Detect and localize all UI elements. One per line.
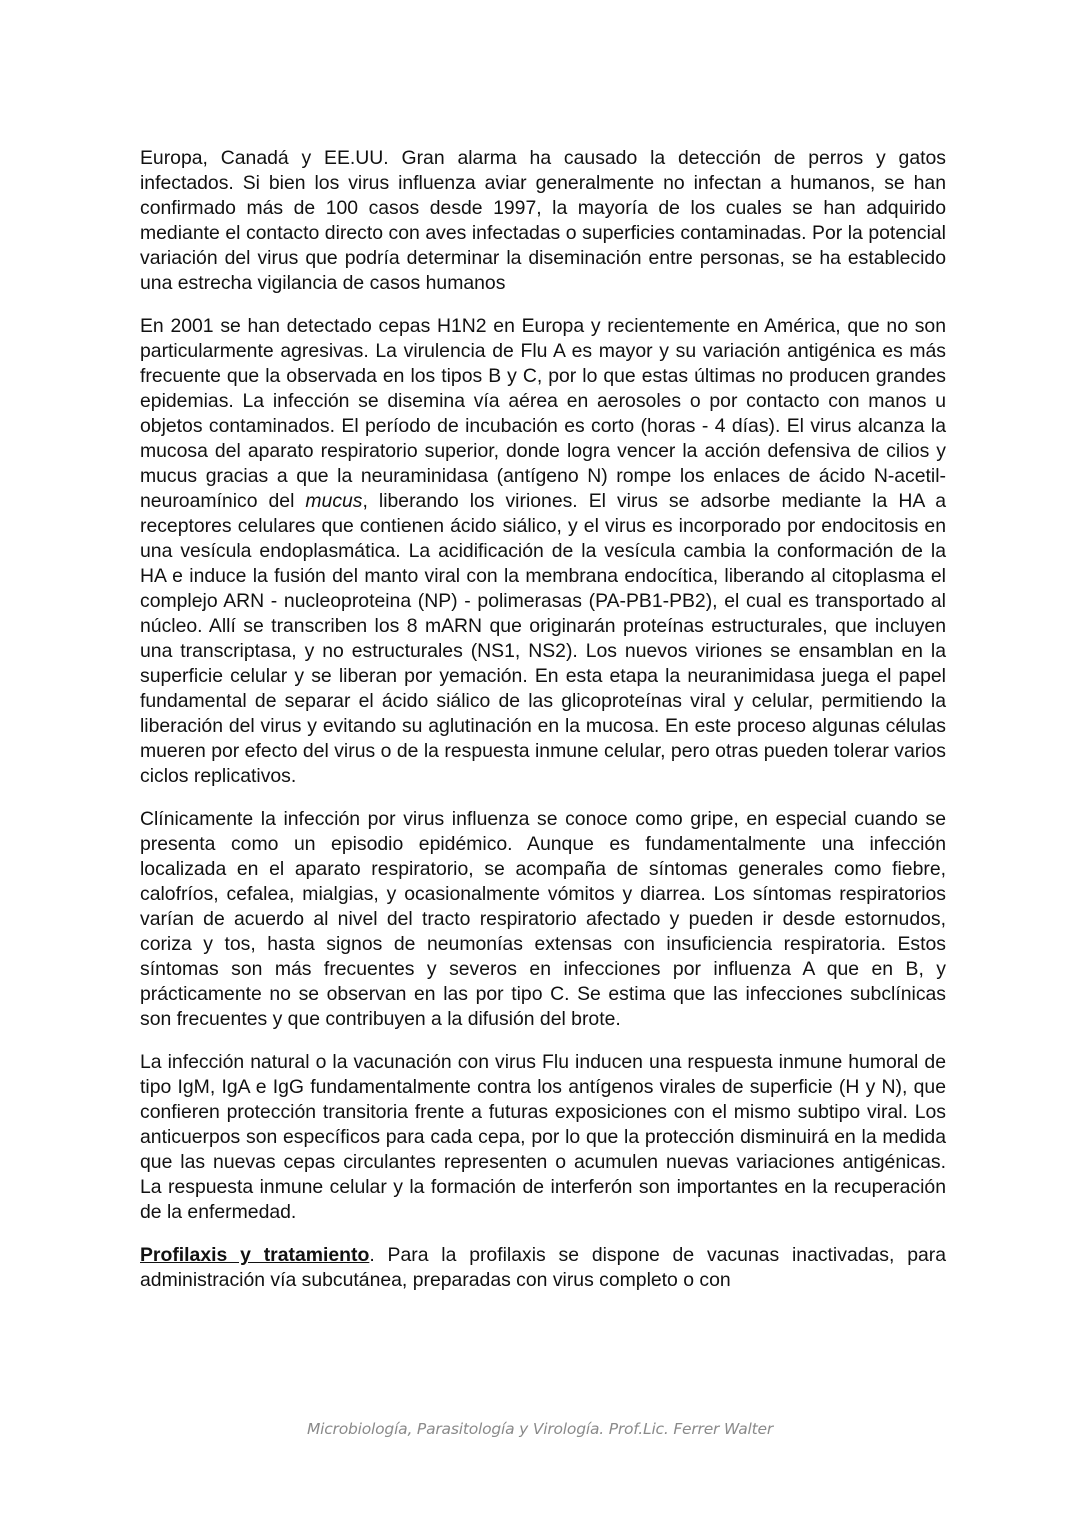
paragraph-text: . Para la profilaxis se dispone de vacunas inactivadas, para administración vía subcutánea, preparadas con virus completo o con (140, 1244, 946, 1291)
paragraph-clinical (140, 807, 946, 1032)
italic-term: mucus (305, 490, 363, 512)
paragraph-text: La infección natural o la vacunación con virus Flu inducen una respuesta inmune humoral de tipo IgM, IgA e IgG fundamentalmente contra los antígenos virales de superficie (H y N), que confieren protección transitoria frente a futuras exposiciones con el mismo subtipo viral. Los anticuerpos son específicos para cada cepa, por lo que la protección disminuirá en la medida que las nuevas cepas circulantes representen o acumulen nuevas variaciones antigénicas. La respuesta inmune celular y la formación de interferón son importantes en la recuperación de la enfermedad. (140, 1051, 946, 1223)
paragraph-text: , liberando los viriones. El virus se adsorbe mediante la HA a receptores celulares que contienen ácido siálico, y el virus es incorporado por endocitosis en una vesícula endoplasmática. La acidificación de la vesícula cambia la conformación de la HA e induce la fusión del manto viral con la membrana endocítica, liberando al citoplasma el complejo ARN - nucleoproteina (NP) - polimerasas (PA-PB1-PB2), el cual es transportado al núcleo. Allí se transcriben los 8 mARN que originarán proteínas estructurales, que incluyen una transcriptasa, y no estructurales (NS1, NS2). Los nuevos viriones se ensamblan en la superficie celular y se liberan por yemación. En esta etapa la neuranimidasa juega el papel fundamental de separar el ácido siálico de las glicoproteínas viral y celular, permitiendo la liberación del virus y evitando su aglutinación en la mucosa. En este proceso algunas células mueren por efecto del virus o de la respuesta inmune celular, pero otras pueden tolerar varios ciclos replicativos. (140, 490, 947, 787)
paragraph-avian-influenza-cases (140, 146, 946, 296)
paragraph-text: En 2001 se han detectado cepas H1N2 en Europa y recientemente en América, que no son particularmente agresivas. La virulencia de Flu A es mayor y su variación antigénica es más frecuente que la observada en los tipos B y C, por lo que estas últimas no producen grandes epidemias. La infección se disemina vía aérea en aerosoles o por contacto con manos u objetos contaminados. El período de incubación es corto (horas - 4 días). El virus alcanza la mucosa del aparato respiratorio superior, donde logra vencer la acción defensiva de cilios y mucus gracias a que la neuraminidasa (antígeno N) rompe los enlaces de ácido N-acetil-neuroamínico del (140, 315, 946, 512)
paragraph-h1n2-replication (140, 314, 946, 789)
paragraph-immune-response (140, 1050, 946, 1225)
section-heading: Profilaxis y tratamiento (140, 1244, 370, 1266)
page-footer: Microbiología, Parasitología y Virología. Prof.Lic. Ferrer Walter (306, 1420, 774, 1438)
document-body (140, 146, 946, 1293)
paragraph-prophylaxis (140, 1243, 946, 1293)
paragraph-text: Clínicamente la infección por virus influenza se conoce como gripe, en especial cuando se presenta como un episodio epidémico. Aunque es fundamentalmente una infección localizada en el aparato respiratorio, se acompaña de síntomas generales como fiebre, calofríos, cefalea, mialgias, y ocasionalmente vómitos y diarrea. Los síntomas respiratorios varían de acuerdo al nivel del tracto respiratorio afectado y pueden ir desde estornudos, coriza y tos, hasta signos de neumonías extensas con insuficiencia respiratoria. Estos síntomas son más frecuentes y severos en infecciones por influenza A que en B, y prácticamente no se observan en las por tipo C. Se estima que las infecciones subclínicas son frecuentes y que contribuyen a la difusión del brote. (140, 808, 946, 1030)
paragraph-text: Europa, Canadá y EE.UU. Gran alarma ha causado la detección de perros y gatos infectados. Si bien los virus influenza aviar generalmente no infectan a humanos, se han confirmado más de 100 casos desde 1997, la mayoría de los cuales se han adquirido mediante el contacto directo con aves infectadas o superficies contaminadas. Por la potencial variación del virus que podría determinar la diseminación entre personas, se ha establecido una estrecha vigilancia de casos humanos (140, 147, 946, 294)
